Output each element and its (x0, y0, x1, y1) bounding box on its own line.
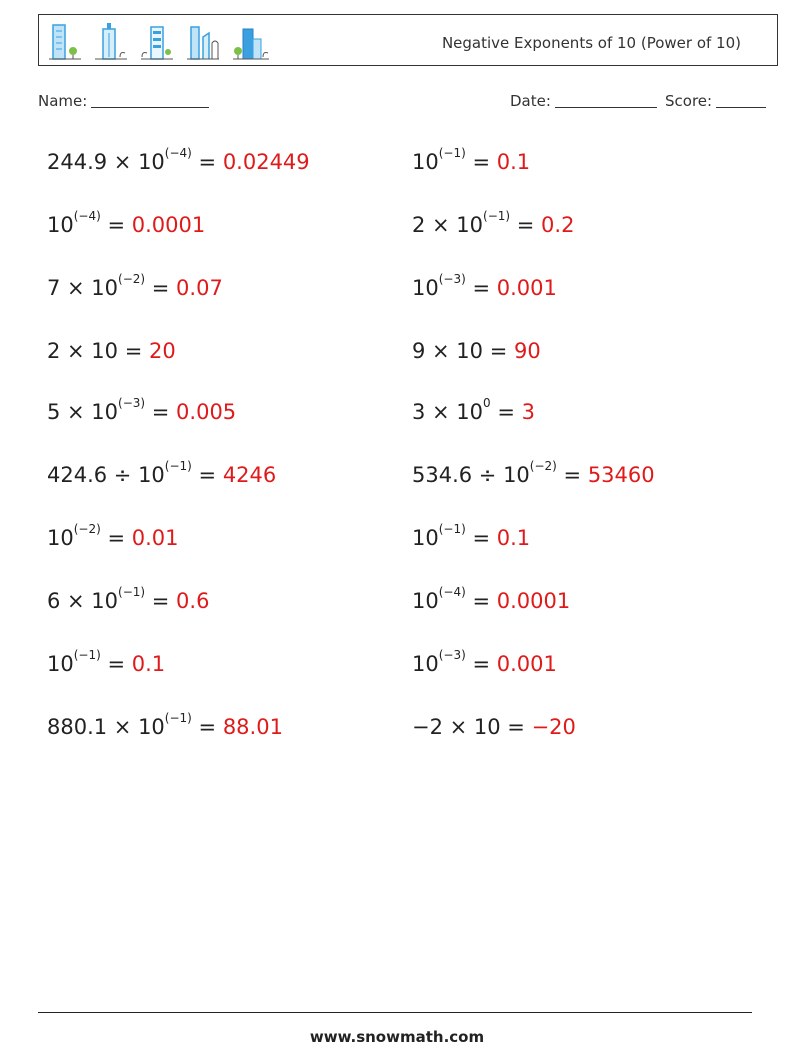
answer: 0.02449 (222, 150, 310, 174)
answer: 20 (148, 339, 176, 363)
answer: 0.001 (496, 652, 557, 676)
problem-item: 9 × 10 = 90 (412, 339, 541, 363)
worksheet-title: Negative Exponents of 10 (Power of 10) (441, 34, 741, 52)
problem-item: $6 \times 10^{(-1)} = 0.6$ (47, 585, 210, 613)
score-field[interactable] (665, 92, 766, 110)
worksheet-header (38, 14, 778, 66)
problem-item: $10^{(-1)} = 0.1$ (412, 522, 531, 550)
answer: 90 (513, 339, 541, 363)
problem-item: $244.9 \times 10^{(-4)} = 0.02449$ (47, 146, 310, 174)
answer: 3 (521, 400, 535, 424)
problem-item: $10^{(-4)} = 0.0001$ (47, 209, 206, 237)
answer: 0.0001 (131, 213, 206, 237)
name-blank[interactable] (91, 92, 209, 108)
problem-item: $10^{(-4)} = 0.0001$ (412, 585, 571, 613)
problem-item: 2 × 10 = 20 (47, 339, 176, 363)
header-icons (47, 21, 271, 63)
problem-item: $10^{(-3)} = 0.001$ (412, 648, 557, 676)
footer-website: www.snowmath.com (309, 1028, 485, 1046)
problem-item: $10^{(-2)} = 0.01$ (47, 522, 179, 550)
problem-item: $534.6 \div 10^{(-2)} = 53460$ (412, 459, 655, 487)
problem-item: $10^{(-1)} = 0.1$ (412, 146, 531, 174)
answer: 0.1 (496, 526, 531, 550)
tower-icon (93, 21, 129, 63)
score-blank[interactable] (716, 92, 766, 108)
answer: 0.1 (496, 150, 531, 174)
answer: 0.2 (541, 213, 575, 237)
score-label: Score: (665, 92, 713, 110)
answer: 0.07 (176, 276, 223, 300)
building-icon (47, 21, 83, 63)
date-label: Date: (510, 92, 551, 110)
problem-item: $3 \times 10^0 = 3$ (412, 396, 535, 424)
date-blank[interactable] (555, 92, 657, 108)
answer: 0.001 (496, 276, 557, 300)
problem-item: $424.6 \div 10^{(-1)} = 4246$ (47, 459, 277, 487)
answer: 88.01 (222, 715, 283, 739)
name-field[interactable] (38, 92, 209, 110)
city-buildings-icon (231, 21, 271, 63)
answer: 4246 (222, 463, 277, 487)
problem-item: $5 \times 10^{(-3)} = 0.005$ (47, 396, 237, 424)
problem-item: $7 \times 10^{(-2)} = 0.07$ (47, 272, 223, 300)
answer: −20 (531, 715, 576, 739)
date-field[interactable] (510, 92, 657, 110)
skyscraper-icon (185, 21, 221, 63)
problem-item: $2 \times 10^{(-1)} = 0.2$ (412, 209, 575, 237)
answer: 0.01 (131, 526, 179, 550)
answer: 53460 (587, 463, 655, 487)
problem-item: $880.1 \times 10^{(-1)} = 88.01$ (47, 711, 283, 739)
problem-item: $10^{(-3)} = 0.001$ (412, 272, 557, 300)
name-label: Name: (38, 92, 88, 110)
footer-divider (38, 1012, 752, 1013)
answer: 0.1 (131, 652, 166, 676)
answer: 0.005 (176, 400, 237, 424)
problem-item: $10^{(-1)} = 0.1$ (47, 648, 166, 676)
office-building-icon (139, 21, 175, 63)
answer: 0.0001 (496, 589, 571, 613)
problem-item: −2 × 10 = −20 (412, 715, 576, 739)
answer: 0.6 (176, 589, 210, 613)
